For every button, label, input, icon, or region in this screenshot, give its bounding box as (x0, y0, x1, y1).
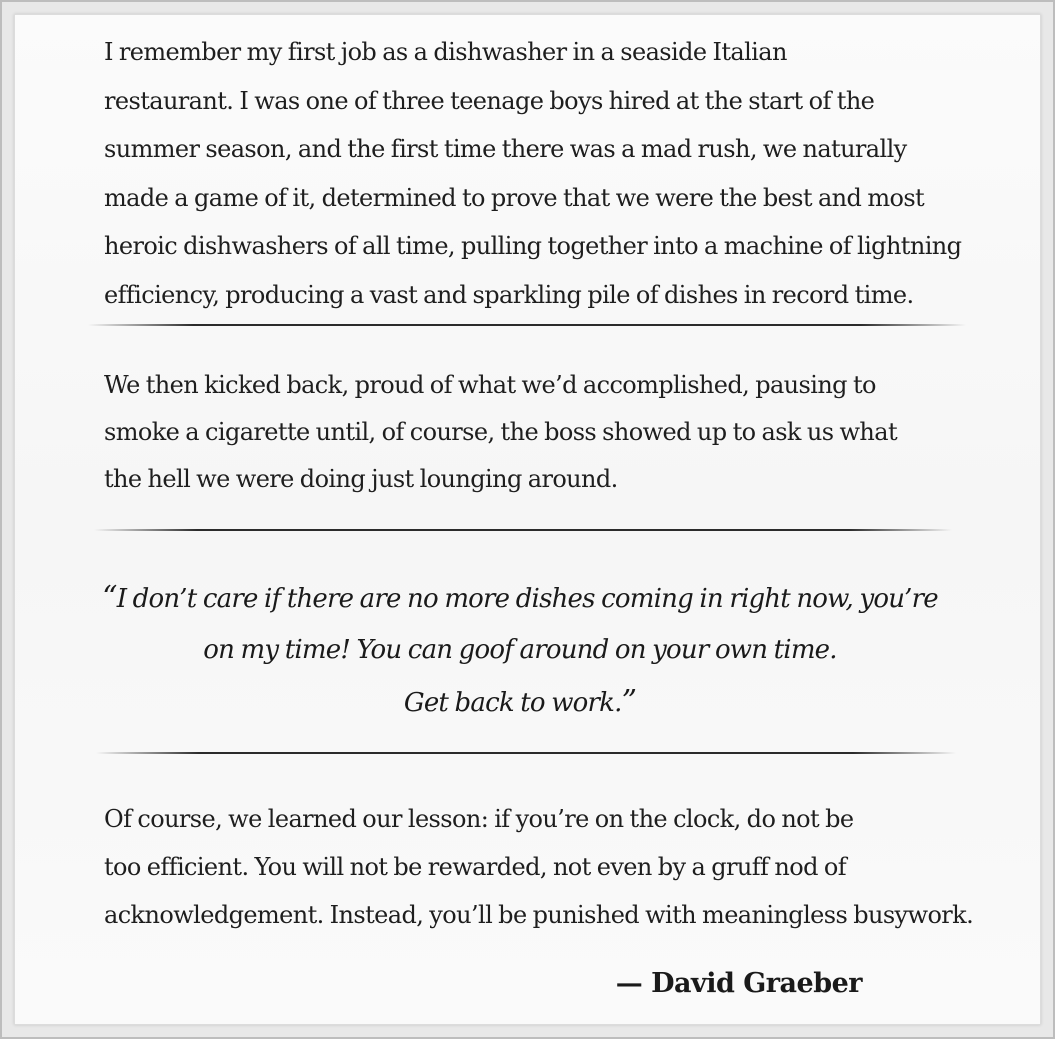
text-line: heroic dishwashers of all time, pulling together into a machine of lightning (104, 232, 962, 260)
paragraph-intro (104, 28, 984, 319)
close-quote-mark: ” (621, 684, 637, 719)
quote-line (60, 676, 980, 729)
text-line: acknowledgement. Instead, you’ll be punished with meaningless busywork. (104, 901, 974, 929)
text-line: summer season, and the first time there was a mad rush, we naturally (104, 135, 907, 163)
text-line: smoke a cigarette until, of course, the boss showed up to ask us what (104, 418, 898, 446)
text-line: too efficient. You will not be rewarded, not even by a gruff nod of (104, 853, 846, 881)
paragraph-conclusion (104, 795, 974, 939)
text-line: the hell we were doing just lounging around. (104, 465, 618, 493)
quote-text: Get back to work. (403, 688, 622, 718)
quote-line: on my time! You can goof around on your own time. (203, 635, 837, 665)
text-line: We then kicked back, proud of what we’d accomplished, pausing to (104, 371, 876, 399)
divider-rule (96, 752, 956, 754)
divider-rule (88, 324, 966, 326)
text-line: made a game of it, determined to prove that we were the best and most (104, 183, 925, 212)
divider-rule (94, 529, 952, 531)
text-line: Of course, we learned our lesson: if you’re on the clock, do not be (104, 805, 854, 833)
author-attribution: — David Graeber (615, 968, 862, 999)
text-line: efficiency, producing a vast and sparkling pile of dishes in record time. (104, 280, 914, 309)
boss-quote (60, 572, 980, 729)
quote-line (60, 572, 980, 625)
quote-text: I don’t care if there are no more dishes coming in right now, you’re (116, 584, 938, 614)
paragraph-middle (104, 362, 898, 503)
text-line: restaurant. I was one of three teenage boys hired at the start of the (104, 86, 875, 115)
open-quote-mark: “ (102, 580, 117, 615)
text-line: I remember my first job as a dishwasher in a seaside Italian (104, 38, 787, 66)
